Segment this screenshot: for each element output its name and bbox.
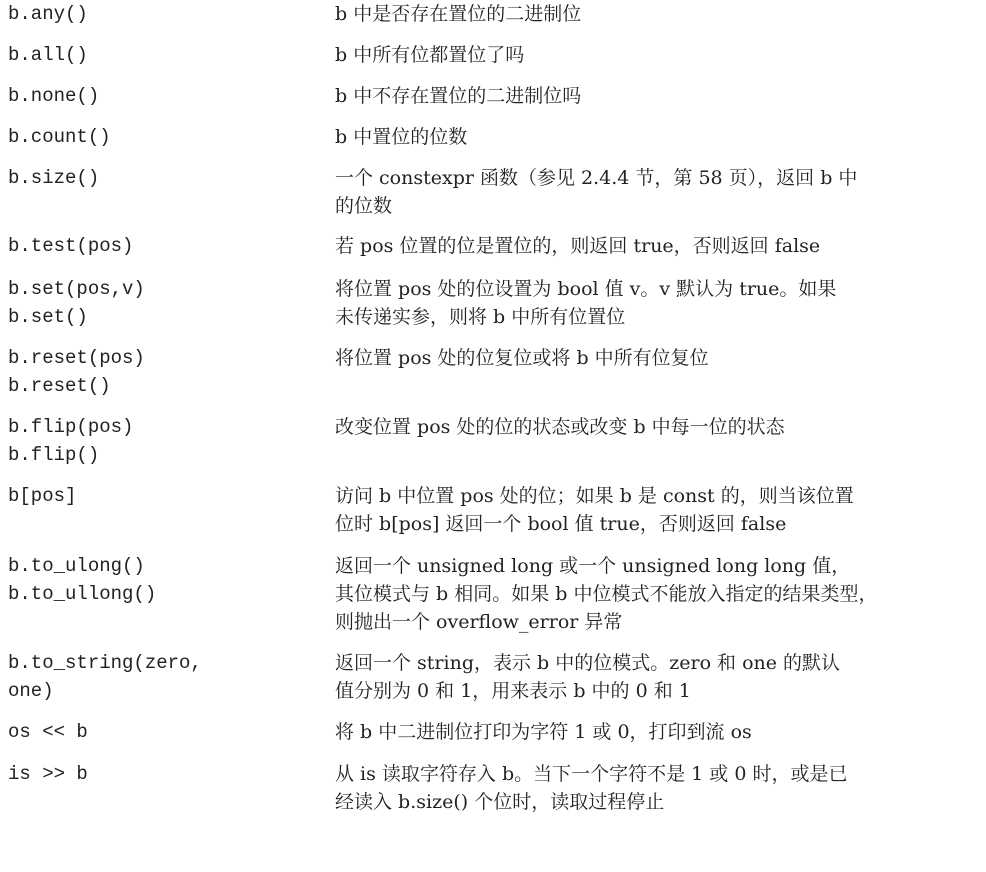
description-text: 值分别为 0 和 1，用来表示 b 中的 0 和 1 (335, 680, 691, 702)
description-text: 改变位置 pos 处的位的状态或改变 b 中每一位的状态 (335, 416, 785, 438)
description-cell (335, 344, 975, 372)
description-cell (335, 552, 975, 636)
table-row (0, 413, 986, 469)
description-cell (335, 482, 975, 538)
operation-cell (0, 649, 335, 705)
description-cell (335, 41, 975, 69)
description-text: 未传递实参，则将 b 中所有位置位 (335, 306, 626, 328)
description-text: 若 pos 位置的位是置位的，则返回 true，否则返回 false (335, 235, 821, 257)
table-row (0, 123, 986, 151)
operation-cell (0, 344, 335, 400)
description-text: 经读入 b.size() 个位时，读取过程停止 (335, 791, 665, 813)
operation-text: b.any() (8, 3, 88, 25)
operation-text: b.size() (8, 167, 100, 189)
operation-text: b.none() (8, 85, 100, 107)
table-row (0, 649, 986, 705)
operation-text: b.flip() (8, 444, 100, 466)
table-row (0, 232, 986, 260)
operation-cell (0, 413, 335, 469)
description-text: 将 b 中二进制位打印为字符 1 或 0，打印到流 os (335, 721, 752, 743)
operation-cell (0, 0, 335, 28)
description-text: 的位数 (335, 195, 393, 217)
operation-text: os << b (8, 721, 88, 743)
operation-text: b.reset(pos) (8, 347, 145, 369)
description-text: 位时 b[pos] 返回一个 bool 值 true，否则返回 false (335, 513, 787, 535)
operation-text: b[pos] (8, 485, 77, 507)
description-cell (335, 649, 975, 705)
description-text: b 中所有位都置位了吗 (335, 44, 525, 66)
operation-cell (0, 164, 335, 192)
table-row (0, 275, 986, 331)
description-cell (335, 275, 975, 331)
operation-cell (0, 718, 335, 746)
description-cell (335, 82, 975, 110)
operation-cell (0, 275, 335, 331)
operation-text: b.count() (8, 126, 111, 148)
operation-text: b.test(pos) (8, 235, 134, 257)
table-row (0, 482, 986, 538)
table-row (0, 41, 986, 69)
operation-text: b.flip(pos) (8, 416, 134, 438)
description-cell (335, 164, 975, 220)
description-text: 一个 constexpr 函数（参见 2.4.4 节，第 58 页），返回 b 中 (335, 167, 858, 189)
table-row (0, 718, 986, 746)
operation-cell (0, 232, 335, 260)
description-cell (335, 413, 975, 441)
description-text: b 中不存在置位的二进制位吗 (335, 85, 582, 107)
description-cell (335, 760, 975, 816)
description-text: b 中是否存在置位的二进制位 (335, 3, 582, 25)
description-text: 将位置 pos 处的位复位或将 b 中所有位复位 (335, 347, 709, 369)
operation-cell (0, 123, 335, 151)
description-text: 返回一个 string，表示 b 中的位模式。zero 和 one 的默认 (335, 652, 841, 674)
operation-cell (0, 82, 335, 110)
table-row (0, 0, 986, 28)
description-text: 从 is 读取字符存入 b。当下一个字符不是 1 或 0 时，或是已 (335, 763, 848, 785)
table-row (0, 82, 986, 110)
table-row (0, 344, 986, 400)
description-cell (335, 123, 975, 151)
operation-cell (0, 552, 335, 608)
operation-cell (0, 482, 335, 510)
description-text: 访问 b 中位置 pos 处的位；如果 b 是 const 的，则当该位置 (335, 485, 854, 507)
operation-text: b.set() (8, 306, 88, 328)
description-text: 其位模式与 b 相同。如果 b 中位模式不能放入指定的结果类型， (335, 583, 878, 605)
description-cell (335, 718, 975, 746)
operation-text: b.to_string(zero, (8, 652, 202, 674)
table-row (0, 760, 986, 816)
table-row (0, 552, 986, 636)
operation-text: b.set(pos,v) (8, 278, 145, 300)
operation-text: one) (8, 680, 54, 702)
table-row (0, 164, 986, 220)
operation-cell (0, 41, 335, 69)
operation-text: b.reset() (8, 375, 111, 397)
operation-text: b.to_ulong() (8, 555, 145, 577)
operation-text: b.to_ullong() (8, 583, 157, 605)
description-text: 将位置 pos 处的位设置为 bool 值 v。v 默认为 true。如果 (335, 278, 837, 300)
description-text: 返回一个 unsigned long 或一个 unsigned long long 值， (335, 555, 851, 577)
description-cell (335, 232, 975, 260)
operation-cell (0, 760, 335, 788)
description-cell (335, 0, 975, 28)
description-text: 则抛出一个 overflow_error 异常 (335, 611, 623, 633)
operation-text: is >> b (8, 763, 88, 785)
operation-text: b.all() (8, 44, 88, 66)
description-text: b 中置位的位数 (335, 126, 468, 148)
